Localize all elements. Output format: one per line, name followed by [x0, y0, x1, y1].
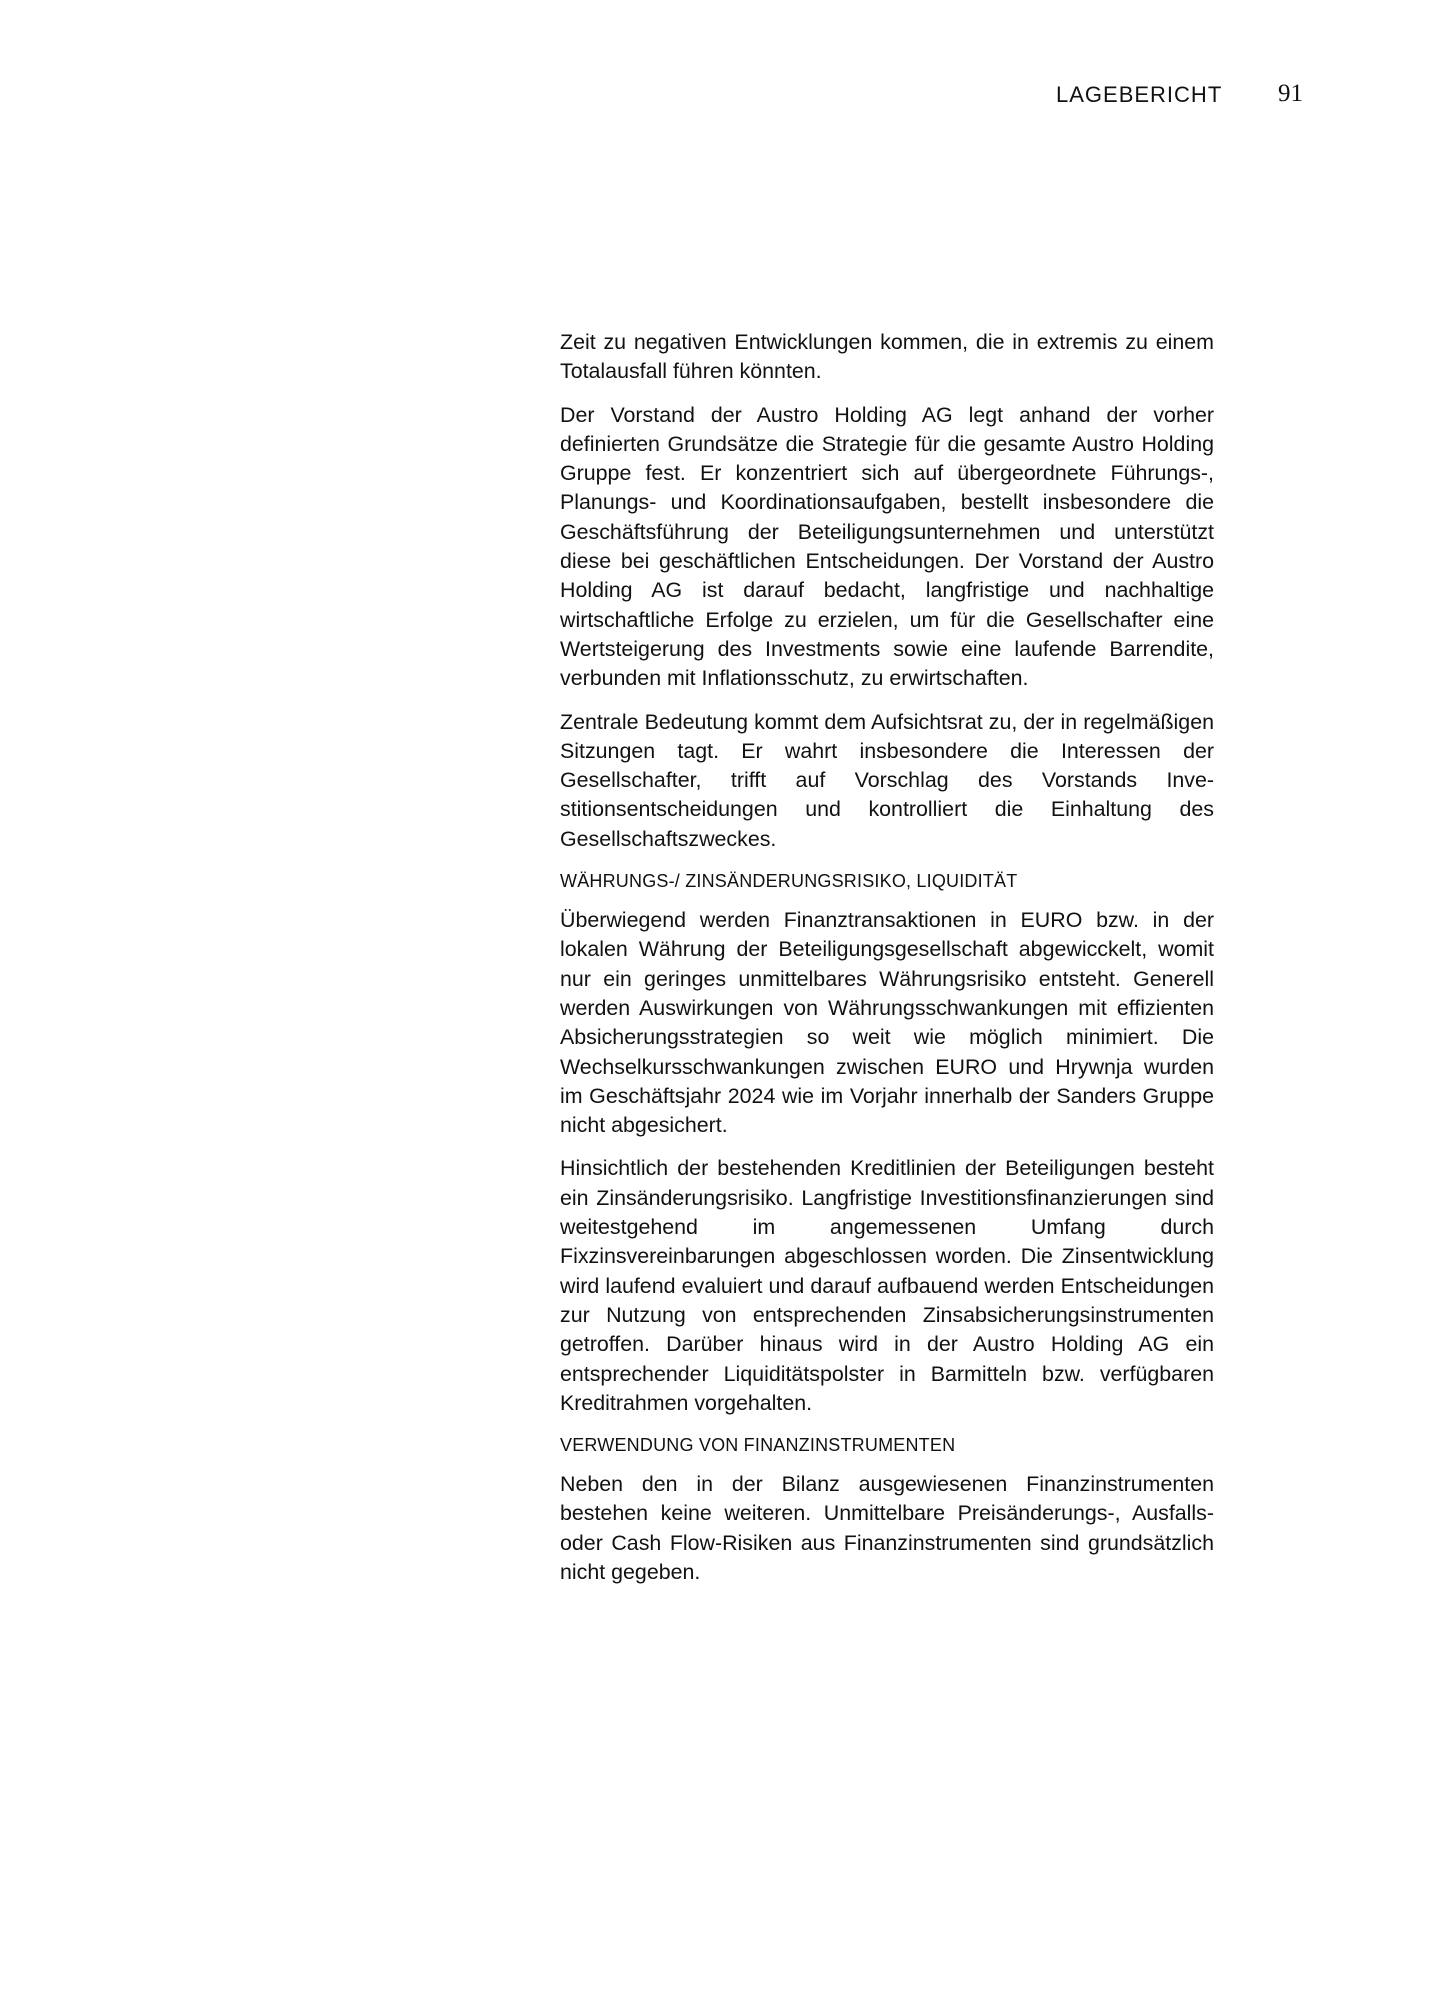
paragraph: Überwiegend werden Finanztransaktionen in EURO bzw. in der lokalen Währung der Beteiligungsgesellschaft abgewicckelt, womit nur ein geringes unmittelbares Währungsrisiko entsteht. Generell werden Auswirkungen von Währungsschwankungen mit effizienten Absicherungsstrategien so weit wie möglich minimiert. Die Wechselkursschwankungen zwischen EURO und Hrywnja wurden im Geschäftsjahr 2024 wie im Vorjahr innerhalb der Sanders Gruppe nicht abgesichert.	[560, 908, 1214, 1138]
paragraph: Hinsichtlich der bestehenden Kreditlinien der Beteiligungen besteht ein Zinsänderungsrisiko. Langfristige Investitionsfinanzierungen sind weitestgehend im angemessenen Umfang durch Fixzinsvereinbarungen abgeschlossen worden. Die Zinsentwicklung wird laufend evaluiert und darauf aufbauend werden Entscheidungen zur Nutzung von entsprechenden Zinsabsicherungsinstrumenten getroffen. Darüber hinaus wird in der Austro Holding AG ein entsprechender Liquiditätspolster in Barmitteln bzw. verfügbaren Kreditrahmen vorgehalten.	[560, 1156, 1214, 1415]
paragraph: Der Vorstand der Austro Holding AG legt anhand der vorher definierten Grundsätze die Strategie für die gesamte Austro Holding Gruppe fest. Er konzentriert sich auf übergeordnete Führungs-, Planungs- und Koordinationsaufgaben, bestellt insbesondere die Geschäftsführung der Beteiligungsunternehmen und unterstützt diese bei geschäftlichen Entscheidungen. Der Vorstand der Austro Holding AG ist darauf bedacht, langfristige und nachhaltige wirtschaftliche Erfolge zu erzielen, um für die Gesellschafter eine Wertsteigerung des Investments sowie eine laufende Barrendite, verbunden mit Inflationsschutz, zu erwirtschaften.	[560, 402, 1214, 691]
section-title: LAGEBERICHT	[1056, 82, 1223, 107]
paragraph: Neben den in der Bilanz ausgewiesenen Finanzinstrumenten bestehen keine weiteren. Unmittelbare Preisänderungs-, Ausfalls- oder Cash Flow-Risiken aus Finanzinstrumenten sind grundsätzlich nicht gegeben.	[560, 1472, 1214, 1584]
paragraph: Zeit zu negativen Entwicklungen kommen, die in extremis zu einem Totalausfall führen könnten.	[560, 330, 1214, 384]
section-heading: VERWENDUNG VON FINANZINSTRUMENTEN	[560, 1435, 956, 1456]
section-heading: WÄHRUNGS-/ ZINSÄNDERUNGSRISIKO, LIQUIDITÄT	[560, 871, 1018, 892]
body-text-column	[560, 328, 1214, 1601]
paragraph: Zentrale Bedeutung kommt dem Aufsichtsrat zu, der in regelmäßigen Sitzungen tagt. Er wahrt insbesondere die Interessen der Gesellschafter, trifft auf Vorschlag des Vorstands Investitionsentscheidungen und kontrolliert die Einhaltung des Gesellschaftszweckes.	[560, 709, 1214, 851]
page-number: 91	[1278, 80, 1303, 107]
running-header	[0, 82, 1439, 112]
